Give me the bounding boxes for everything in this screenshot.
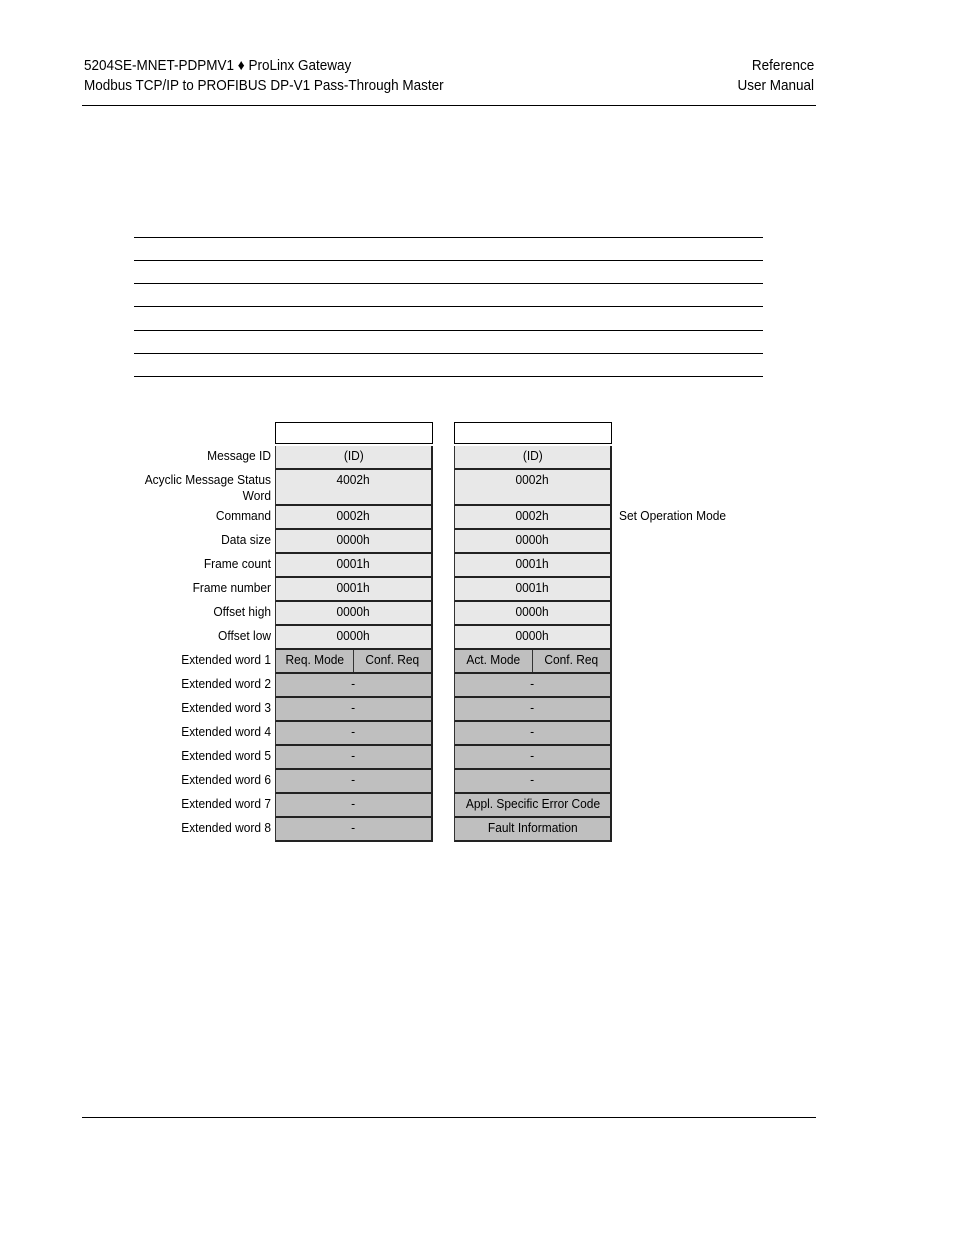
request-req-mode: Req. Mode <box>276 650 354 672</box>
response-command: 0002h <box>454 506 612 530</box>
label-command: Command <box>215 508 271 523</box>
response-column-header <box>454 422 612 444</box>
response-act-mode: Act. Mode <box>455 650 533 672</box>
label-ext-word-2: Extended word 2 <box>181 676 271 691</box>
request-ext-word-8: - <box>275 818 433 842</box>
request-offset-high: 0000h <box>275 602 433 626</box>
response-ext-word-4: - <box>454 722 612 746</box>
request-frame-count: 0001h <box>275 554 433 578</box>
request-ext-word-1 <box>275 650 433 674</box>
header-rule <box>82 105 816 106</box>
response-ext-word-8: Fault Information <box>454 818 612 842</box>
label-offset-high: Offset high <box>213 604 271 619</box>
response-ext-word-3: - <box>454 698 612 722</box>
label-ext-word-1: Extended word 1 <box>181 652 271 667</box>
label-frame-count: Frame count <box>203 556 271 571</box>
request-ext-word-6: - <box>275 770 433 794</box>
request-offset-low: 0000h <box>275 626 433 650</box>
response-data-size: 0000h <box>454 530 612 554</box>
label-ext-word-3: Extended word 3 <box>181 700 271 715</box>
response-offset-low: 0000h <box>454 626 612 650</box>
response-ext-word-2: - <box>454 674 612 698</box>
label-offset-low: Offset low <box>218 628 271 643</box>
request-ext-word-3: - <box>275 698 433 722</box>
label-message-id: Message ID <box>207 448 271 463</box>
table-line <box>134 306 763 307</box>
label-acyclic-status-word: Word <box>242 488 271 503</box>
footer-rule <box>82 1117 816 1118</box>
response-ext-word-1 <box>454 650 612 674</box>
response-message-id: (ID) <box>454 446 612 470</box>
response-ext-word-6: - <box>454 770 612 794</box>
request-message-id: (ID) <box>275 446 433 470</box>
label-ext-word-5: Extended word 5 <box>181 748 271 763</box>
table-line <box>134 376 763 377</box>
request-command: 0002h <box>275 506 433 530</box>
table-line <box>134 237 763 238</box>
command-note: Set Operation Mode <box>619 508 727 523</box>
table-line <box>134 283 763 284</box>
response-status-word: 0002h <box>454 470 612 506</box>
request-ext-word-5: - <box>275 746 433 770</box>
header-title-line2: Modbus TCP/IP to PROFIBUS DP-V1 Pass-Through Master <box>84 77 444 94</box>
table-line <box>134 330 763 331</box>
response-ext-word-5: - <box>454 746 612 770</box>
label-ext-word-8: Extended word 8 <box>181 820 271 835</box>
response-ext-word-7: Appl. Specific Error Code <box>454 794 612 818</box>
label-ext-word-6: Extended word 6 <box>181 772 271 787</box>
response-frame-number: 0001h <box>454 578 612 602</box>
label-ext-word-4: Extended word 4 <box>181 724 271 739</box>
request-frame-number: 0001h <box>275 578 433 602</box>
response-offset-high: 0000h <box>454 602 612 626</box>
request-data-size: 0000h <box>275 530 433 554</box>
request-conf-req: Conf. Req <box>365 652 420 667</box>
response-frame-count: 0001h <box>454 554 612 578</box>
label-acyclic-status: Acyclic Message Status <box>144 472 271 487</box>
header-title-line1: 5204SE-MNET-PDPMV1 ♦ ProLinx Gateway <box>84 57 352 74</box>
label-ext-word-7: Extended word 7 <box>181 796 271 811</box>
label-data-size: Data size <box>221 532 271 547</box>
request-status-word: 4002h <box>275 470 433 506</box>
label-frame-number: Frame number <box>192 580 271 595</box>
header-section: Reference <box>751 57 814 74</box>
request-column-header <box>275 422 433 444</box>
request-ext-word-2: - <box>275 674 433 698</box>
request-ext-word-4: - <box>275 722 433 746</box>
response-conf-req: Conf. Req <box>544 652 599 667</box>
table-line <box>134 353 763 354</box>
header-doc-type: User Manual <box>737 77 814 94</box>
table-line <box>134 260 763 261</box>
request-ext-word-7: - <box>275 794 433 818</box>
